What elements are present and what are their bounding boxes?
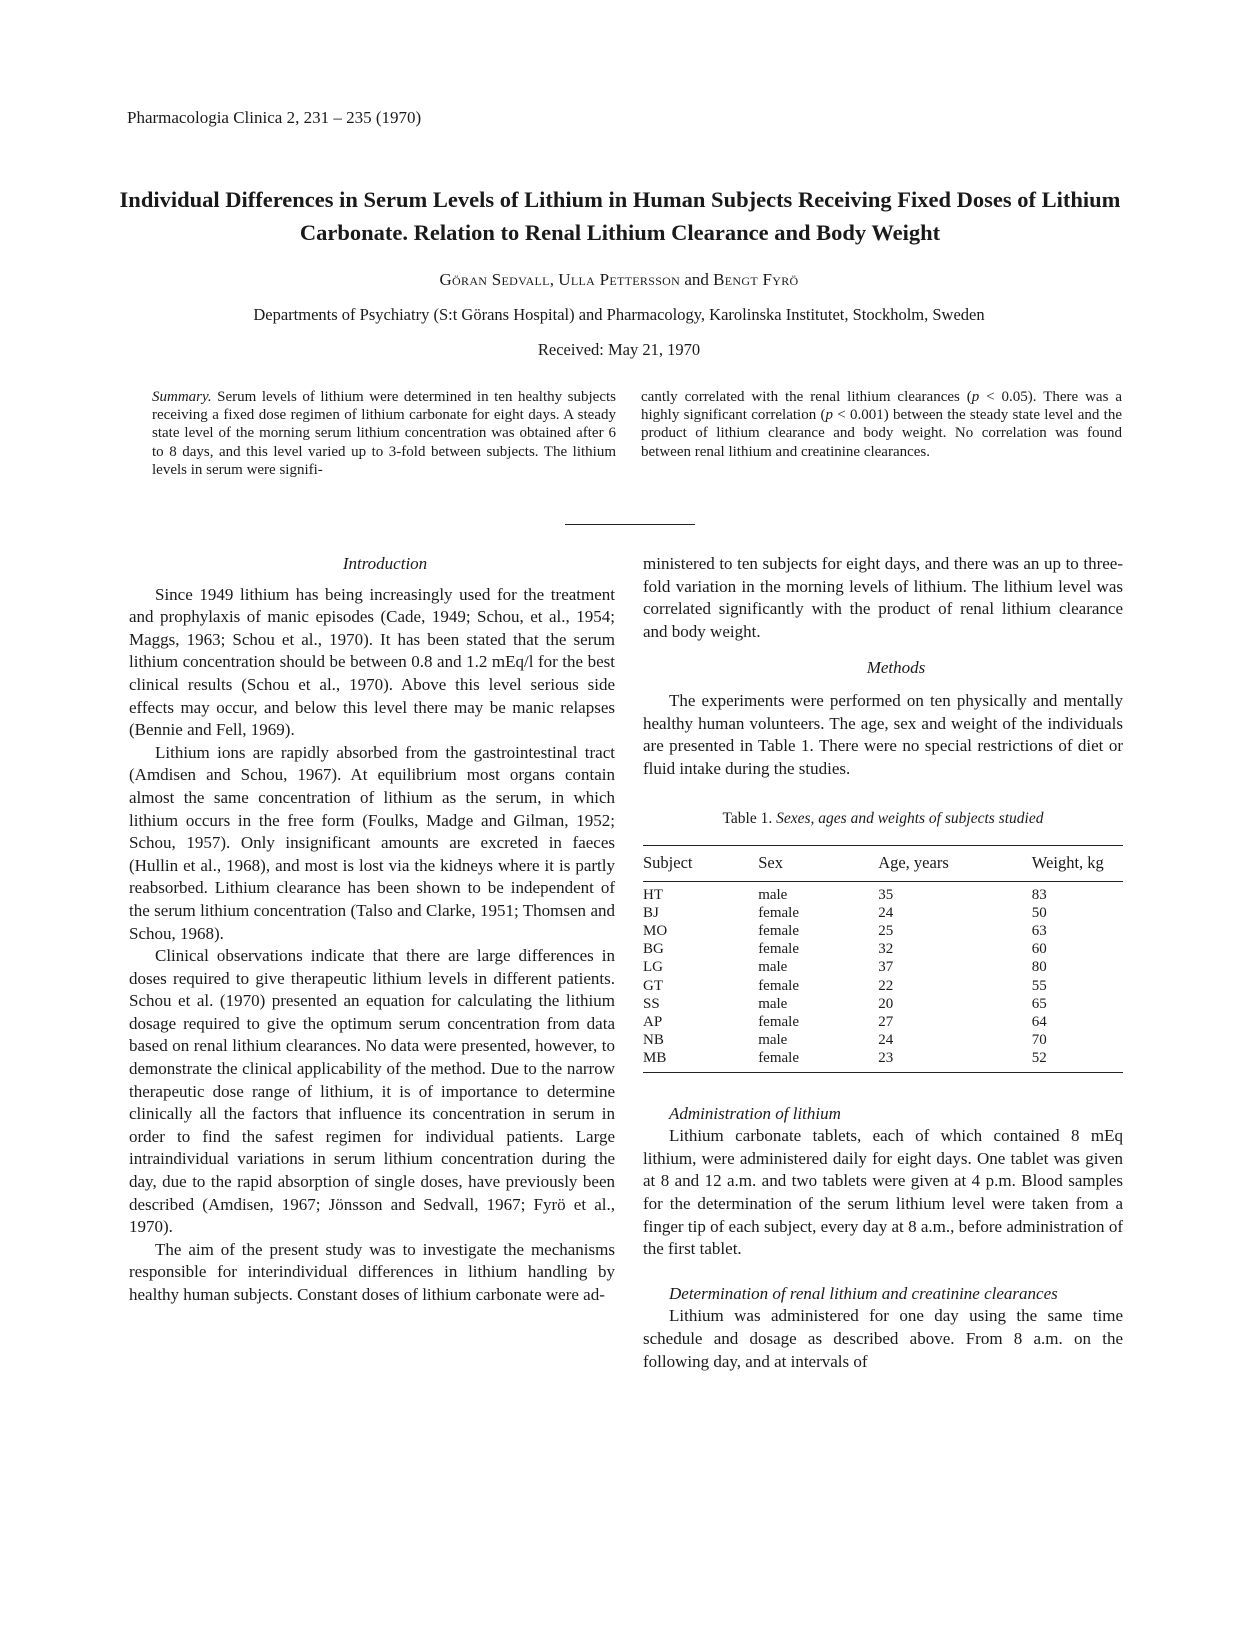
subjects-table: [643, 845, 1123, 1073]
table-row: [643, 1031, 1123, 1049]
summary-text-right: cantly correlated with the renal lithium clearances (: [641, 389, 972, 405]
right-column: [643, 553, 1123, 1373]
table-cell: 55: [1031, 977, 1047, 994]
intro-paragraph-5: ministered to ten subjects for eight days, and there was an up to three-fold variation in the morning levels of lithium. The lithium level was correlated significantly with the product of renal lithium clearance and body weight.: [643, 554, 1123, 641]
p-value-symbol: p: [825, 407, 833, 424]
table-cell: AP: [643, 1013, 663, 1030]
author-3: Bengt Fyrö: [713, 270, 799, 289]
intro-paragraph-1: Since 1949 lithium has being increasingly used for the treatment and prophylaxis of manic episodes (Cade, 1949; Schou, et al., 1954; Maggs, 1963; Schou et al., 1970). It has been stated that the serum lithium concentration should be between 0.8 and 1.2 mEq/l for the best clinical results (Schou et al., 1970). Above this level serious side effects may occur, and below this level there may be manic relapses (Bennie and Fell, 1969).: [129, 584, 615, 740]
author-1: Göran Sedvall: [439, 270, 550, 289]
table-cell: 37: [878, 959, 894, 976]
table-cell: 63: [1031, 922, 1047, 939]
left-column: [129, 553, 615, 1307]
table-row: [643, 958, 1123, 976]
table-cell: 64: [1031, 1013, 1047, 1030]
author-2: Ulla Pettersson: [558, 270, 681, 289]
table-row: [643, 1013, 1123, 1031]
table-cell: female: [758, 1013, 799, 1030]
intro-paragraph-3: Clinical observations indicate that there are large differences in doses required to give therapeutic lithium levels in different patients. Schou et al. (1970) presented an equation for calculating the lithium dosage required to give the optimum serum concentration from data based on renal lithium clearances. No data were presented, however, to demonstrate the clinical applicability of the method. Due to the narrow therapeutic dose range of lithium, it is of importance to determine clinically all the factors that influence its concentration in serum in order to find the safest regimen for individual patients. Large intraindividual variations in serum lithium concentration during the day, due to the rapid absorption of single doses, have previously been described (Amdisen, 1967; Jönsson and Sedvall, 1967; Fyrö et al., 1970).: [129, 946, 615, 1237]
table-header-cell: Subject: [643, 845, 758, 881]
table-header-cell: Sex: [758, 845, 878, 881]
administration-paragraph-1: Lithium carbonate tablets, each of which contained 8 mEq lithium, were administered daily for eight days. One tablet was given at 8 and 12 a.m. and two tablets were given at 4 p.m. Blood samples for the determination of the serum lithium level were taken from a finger tip of each subject, every day at 8 a.m., before administration of the first tablet.: [643, 1126, 1123, 1259]
table-cell: 20: [878, 995, 894, 1012]
table-caption-label: Table 1.: [722, 810, 773, 828]
table-cell: MB: [643, 1049, 758, 1072]
table-cell: GT: [643, 977, 663, 994]
table-cell: 80: [1031, 959, 1047, 976]
paper-title: Individual Differences in Serum Levels of Lithium in Human Subjects Receiving Fixed Doses of Lithium Carbonate. Relation to Renal Lithium Clearance and Body Weight: [119, 187, 1121, 245]
table-row: [643, 922, 1123, 940]
table-cell: female: [758, 941, 799, 958]
introduction-heading: Introduction: [342, 554, 428, 573]
table-cell: LG: [643, 959, 663, 976]
table-cell: 25: [878, 922, 894, 939]
table-cell: female: [758, 922, 799, 939]
table-row: [643, 881, 1123, 904]
summary-left: [152, 388, 616, 479]
intro-paragraph-2: Lithium ions are rapidly absorbed from the gastrointestinal tract (Amdisen and Schou, 1967). At equilibrium most organs contain almost the same concentration of lithium as the serum, in which lithium occurs in the free form (Foulks, Madge and Gilman, 1952; Schou, 1957). Only insignificant amounts are excreted in faeces (Hullin et al., 1968), and most is lost via the kidneys where it is partly reabsorbed. Lithium clearance has been shown to be independent of the serum lithium concentration (Talso and Clarke, 1951; Thomsen and Schou, 1968).: [129, 742, 615, 943]
affiliation: Departments of Psychiatry (S:t Görans Hospital) and Pharmacology, Karolinska Institutet, Stockholm, Sweden: [253, 305, 985, 324]
table-header-row: [643, 845, 1123, 881]
author-separator: ,: [549, 270, 559, 289]
summary-text-right: < 0.001) between the steady state level and the product of lithium clearance and body weight. No correlation was found between renal lithium and creatinine clearances.: [641, 407, 1122, 460]
table-cell: 60: [1031, 941, 1047, 958]
table-row: [643, 1049, 1123, 1072]
intro-paragraph-4: The aim of the present study was to investigate the mechanisms responsible for interindividual differences in lithium handling by healthy human subjects. Constant doses of lithium carbonate were ad-: [129, 1239, 615, 1304]
table-cell: 24: [878, 904, 894, 921]
table-cell: MO: [643, 922, 668, 939]
table-cell: male: [758, 886, 788, 903]
table-cell: female: [758, 1049, 878, 1072]
table-cell: BJ: [643, 904, 659, 921]
table-caption: [643, 808, 1123, 831]
table-cell: 23: [878, 1049, 1032, 1072]
received-date: Received: May 21, 1970: [537, 340, 701, 359]
table-cell: NB: [643, 1032, 664, 1049]
table-cell: male: [758, 959, 788, 976]
summary-right: [641, 388, 1122, 461]
p-value-symbol: p: [971, 389, 980, 405]
table-cell: 52: [1032, 1049, 1123, 1072]
table-cell: male: [758, 995, 788, 1012]
table-cell: 70: [1031, 1032, 1047, 1049]
table-cell: BG: [643, 941, 664, 958]
methods-paragraph-1: The experiments were performed on ten physically and mentally healthy human volunteers. The age, sex and weight of the individuals are presented in Table 1. There were no special restrictions of diet or fluid intake during the studies.: [643, 690, 1123, 778]
table-cell: HT: [643, 886, 663, 903]
table-cell: 22: [878, 977, 894, 994]
table-header-cell: Weight, kg: [1032, 845, 1123, 881]
table-cell: female: [758, 904, 799, 921]
table-row: [643, 940, 1123, 958]
clearance-heading: Determination of renal lithium and creatinine clearances: [669, 1283, 1058, 1303]
author-list: [0, 270, 1238, 290]
table-row: [643, 995, 1123, 1013]
table-cell: 35: [878, 886, 894, 903]
section-divider: [565, 524, 695, 525]
methods-heading: Methods: [866, 658, 926, 678]
summary-label: Summary.: [152, 389, 212, 405]
table-header-cell: Age, years: [878, 845, 1032, 881]
table-cell: 32: [878, 941, 894, 958]
table-cell: male: [758, 1032, 788, 1049]
table-cell: 65: [1031, 995, 1047, 1012]
journal-citation: Pharmacologia Clinica 2, 231 – 235 (1970): [127, 108, 422, 127]
table-cell: 83: [1031, 886, 1047, 903]
table-cell: SS: [643, 995, 660, 1012]
table-row: [643, 977, 1123, 995]
table-caption-text: Sexes, ages and weights of subjects studied: [772, 810, 1044, 828]
clearance-paragraph-1: Lithium was administered for one day using the same time schedule and dosage as described above. From 8 a.m. on the following day, and at intervals of: [643, 1306, 1123, 1371]
summary-text-right: < 0.05). There was a highly significant correlation (: [641, 389, 1122, 424]
author-separator: and: [680, 270, 714, 289]
table-cell: 27: [878, 1013, 894, 1030]
summary-text-left: Serum levels of lithium were determined in ten healthy subjects receiving a fixed dose regimen of lithium carbonate for eight days. A steady state level of the morning serum lithium concentration was obtained after 6 to 8 days, and this level varied up to 3-fold between subjects. The lithium levels in serum were signifi-: [152, 389, 616, 478]
table-row: [643, 904, 1123, 922]
table-cell: female: [758, 977, 799, 994]
table-cell: 24: [878, 1032, 894, 1049]
administration-heading: Administration of lithium: [669, 1103, 841, 1123]
table-cell: 50: [1031, 904, 1047, 921]
